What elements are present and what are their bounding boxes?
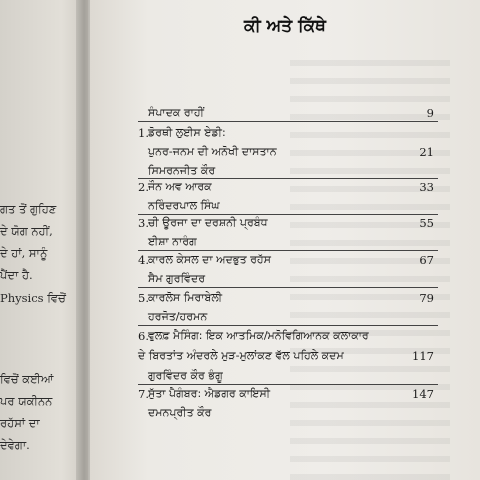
toc-entry-title: ਚੀ ਊਰਜਾ ਦਾ ਦਰਸ਼ਨੀ ਪ੍ਰਬੰਧ xyxy=(148,216,268,229)
toc-page-number: 9 xyxy=(426,106,434,120)
toc-entry-number: 7. xyxy=(138,387,149,401)
toc-entry-author: ਹਰਜੋਤ/ਹਰਮਨ xyxy=(148,310,208,323)
toc-divider xyxy=(138,121,438,122)
left-page-line: ਦੇ ਹਾਂ, ਸਾਨੂੰ xyxy=(0,246,48,260)
toc-divider xyxy=(138,214,438,215)
left-page-line: ਪਰ ਯਕੀਨਨ xyxy=(0,394,53,408)
toc-entry-number: 2. xyxy=(138,180,149,194)
toc-entry-author: ਗੁਰਵਿੰਦਰ ਕੌਰ ਭੰਗੂ xyxy=(148,369,223,382)
toc-entry xyxy=(90,291,480,323)
toc-entry-subtitle: ਦੇ ਬਿਰਤਾਂਤ ਅੰਦਰਲੇ ਮੁੜ-ਮੁਲਾਂਕਣ ਵੱਲ ਪਹਿਲੇ ਕਦਮ xyxy=(138,349,344,362)
toc-page-number: 147 xyxy=(412,387,434,401)
toc-entry-number: 1. xyxy=(138,126,149,140)
toc-divider xyxy=(138,384,438,385)
toc-entry-author: ਸੈਮ ਗੁਰਵਿੰਦਰ xyxy=(148,272,206,285)
toc-entry-title: ਸੁੱਤਾ ਪੈਗੰਬਰ: ਐਡਗਰ ਕਾਇਸੀ xyxy=(148,387,271,400)
toc-entry-number: 4. xyxy=(138,253,149,267)
left-page-line: ਗਤ ਤੋਂ ਗੁਹਿਣ xyxy=(0,202,57,216)
toc-entry-author: ਈਸ਼ਾ ਨਾਰੰਗ xyxy=(148,235,197,248)
right-page xyxy=(90,0,480,480)
toc-entry-number: 3. xyxy=(138,216,149,230)
toc-page-number: 79 xyxy=(419,291,434,305)
toc-page-number: 117 xyxy=(412,349,434,363)
toc-divider xyxy=(138,287,438,288)
left-page-line: ਦੇਵੇਗਾ. xyxy=(0,438,30,452)
left-page-line: Physics ਵਿਚੋਂ xyxy=(0,291,66,305)
left-page-line: ਵਿਚੋਂ ਕਈਆਂ xyxy=(0,372,54,386)
toc-entry-title: ਡੋਰਥੀ ਲੁਈਸ ਏਡੀ: xyxy=(148,126,226,139)
toc-entry-title: ਵੁਲਫ਼ ਮੈਸਿੰਗ: ਇਕ ਆਤਮਿਕ/ਮਨੋਵਿਗਿਆਨਕ ਕਲਾਕਾਰ xyxy=(148,329,369,342)
toc-entry-title: ਕਾਰਲ ਕੇਸਲ ਦਾ ਅਦਭੁਤ ਰਹੱਸ xyxy=(148,253,272,266)
toc-page-number: 55 xyxy=(419,216,434,230)
left-page xyxy=(0,0,88,480)
toc-entry xyxy=(90,216,480,248)
toc-entry-title: ਜੌਨ ਅਵ ਆਰਕ xyxy=(148,180,212,193)
toc-entry xyxy=(90,180,480,212)
toc-entry-subtitle: ਪੁਨਰ-ਜਨਮ ਦੀ ਅਨੋਖੀ ਦਾਸਤਾਨ xyxy=(148,145,277,158)
toc-entry-author: ਨਰਿੰਦਰਪਾਲ ਸਿੰਘ xyxy=(148,199,220,212)
toc-entry-title: ਕਾਰਲੋਸ ਮਿਰਾਬੇਲੀ xyxy=(148,291,223,304)
toc-entry-author: ਦਮਨਪ੍ਰੀਤ ਕੌਰ xyxy=(148,406,212,419)
toc-entry xyxy=(90,329,480,382)
left-page-line: ਰਹੱਸਾਂ ਦਾ xyxy=(0,416,40,430)
toc-entry-number: 6. xyxy=(138,329,149,343)
left-page-line: ਪੈਂਦਾ ਹੈ. xyxy=(0,268,33,282)
page-title: ਕੀ ਅਤੇ ਕਿੱਥੇ xyxy=(244,16,326,36)
toc-page-number: 67 xyxy=(419,253,434,267)
toc-page-number: 33 xyxy=(419,180,434,194)
toc-entry-number: 5. xyxy=(138,291,149,305)
toc-divider xyxy=(138,250,438,251)
toc-entry xyxy=(90,387,480,419)
toc-entry xyxy=(90,126,480,177)
toc-divider xyxy=(138,325,438,326)
toc-page-number: 21 xyxy=(419,145,434,159)
toc-entry xyxy=(90,253,480,285)
toc-entry-title: ਸੰਪਾਦਕ ਰਾਹੀਂ xyxy=(148,106,204,119)
toc-entry-author: ਸਿਮਰਨਜੀਤ ਕੌਰ xyxy=(148,164,216,177)
left-page-line: ਦੇ ਯੋਗ ਨਹੀਂ, xyxy=(0,224,53,238)
toc-divider xyxy=(138,178,438,179)
